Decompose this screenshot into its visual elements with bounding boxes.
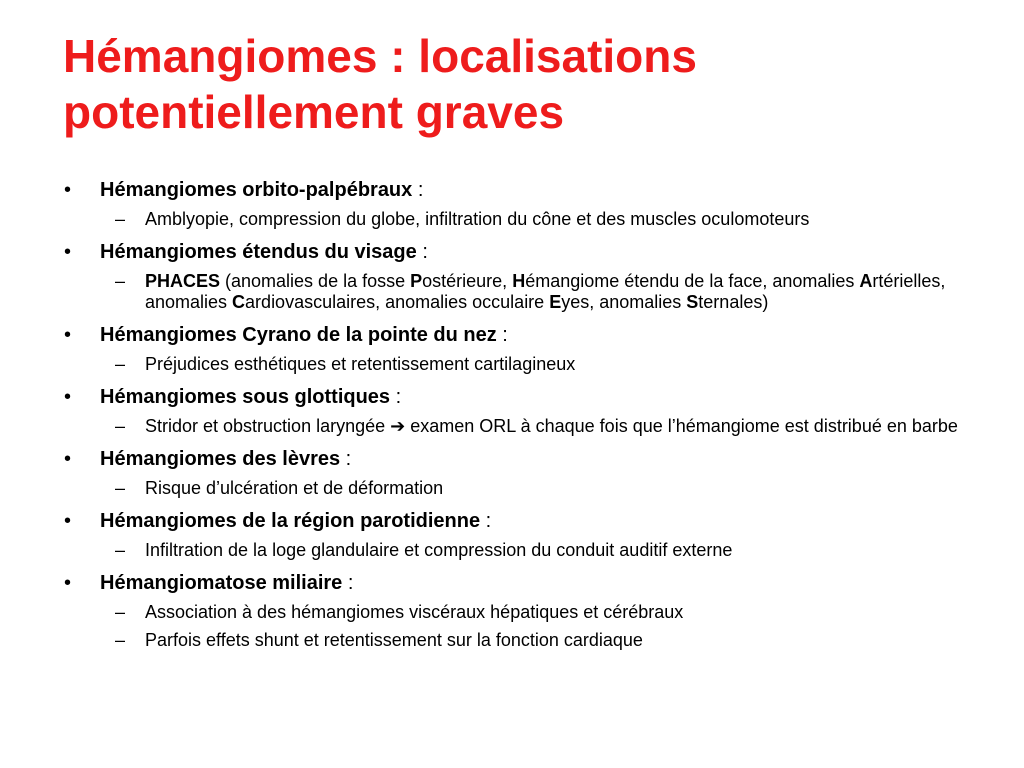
dash-mark: –	[115, 354, 126, 374]
phaces-letter-p: P	[410, 271, 423, 291]
dash-mark: –	[115, 602, 126, 622]
bullet-suffix: :	[412, 179, 424, 201]
bullet-mark: •	[64, 572, 72, 594]
sub-bullet-text: Préjudices esthétiques et retentissement cartilagineux	[145, 354, 576, 374]
bullet-suffix: :	[480, 510, 492, 532]
bullet-suffix: :	[342, 572, 354, 594]
sub-bullet-item-phaces	[115, 271, 965, 313]
sub-bullet-text: Stridor et obstruction laryngée	[145, 416, 391, 436]
dash-mark: –	[115, 271, 126, 291]
sub-bullet-item	[115, 209, 965, 230]
dash-mark: –	[115, 416, 126, 436]
phaces-letter-h: H	[512, 271, 526, 291]
slide-title	[63, 28, 983, 140]
bullet-suffix: :	[496, 324, 508, 346]
sub-bullet-text: examen ORL à chaque fois que l’hémangiome est distribué en barbe	[405, 416, 958, 436]
dash-mark: –	[115, 540, 126, 560]
bullet-item	[64, 323, 1024, 347]
bullet-suffix: :	[340, 448, 352, 470]
bullet-heading: Hémangiomatose miliaire	[100, 572, 343, 594]
sub-bullet-text: Infiltration de la loge glandulaire et compression du conduit auditif externe	[145, 540, 733, 560]
bullet-suffix: :	[390, 386, 402, 408]
bullet-heading: Hémangiomes sous glottiques	[100, 386, 391, 408]
right-arrow-icon: ➔	[390, 416, 406, 436]
sub-bullet-item	[115, 602, 965, 623]
sub-bullet-text: Association à des hémangiomes viscéraux hépatiques et cérébraux	[145, 602, 684, 622]
slide-title-line-1: Hémangiomes : localisations	[63, 30, 697, 82]
bullet-heading: Hémangiomes Cyrano de la pointe du nez	[100, 324, 497, 346]
bullet-mark: •	[64, 324, 72, 346]
bullet-item	[64, 178, 1024, 202]
bullet-heading: Hémangiomes des lèvres	[100, 448, 341, 470]
bullet-item	[64, 385, 1024, 409]
phaces-text: ostérieure,	[422, 271, 513, 291]
bullet-item	[64, 571, 1024, 595]
bullet-mark: •	[64, 448, 72, 470]
phaces-text: ternales)	[698, 292, 769, 312]
phaces-acronym: PHACES	[145, 271, 221, 291]
sub-bullet-item	[115, 630, 965, 651]
phaces-text: ardiovasculaires, anomalies occulaire	[245, 292, 550, 312]
bullet-mark: •	[64, 179, 72, 201]
bullet-suffix: :	[416, 241, 428, 263]
phaces-letter-a: A	[859, 271, 873, 291]
bullet-mark: •	[64, 386, 72, 408]
bullet-heading: Hémangiomes de la région parotidienne	[100, 510, 481, 532]
bullet-list	[0, 178, 1024, 651]
dash-mark: –	[115, 209, 126, 229]
phaces-letter-e: E	[549, 292, 562, 312]
sub-bullet-text: Risque d’ulcération et de déformation	[145, 478, 444, 498]
phaces-text: (anomalies de la fosse	[220, 271, 411, 291]
bullet-item	[64, 447, 1024, 471]
sub-bullet-text: Amblyopie, compression du globe, infiltration du cône et des muscles oculomoteurs	[145, 209, 810, 229]
sub-bullet-item	[115, 540, 965, 561]
bullet-item	[64, 509, 1024, 533]
bullet-mark: •	[64, 241, 72, 263]
sub-bullet-text: Parfois effets shunt et retentissement sur la fonction cardiaque	[145, 630, 643, 650]
sub-bullet-item	[115, 354, 965, 375]
phaces-letter-s: S	[686, 292, 699, 312]
sub-bullet-item	[115, 478, 965, 499]
slide-title-line-2: potentiellement graves	[63, 86, 565, 138]
phaces-text: rtérielles, anomalies	[145, 271, 946, 312]
bullet-heading: Hémangiomes étendus du visage	[100, 241, 417, 263]
phaces-text: émangiome étendu de la face, anomalies	[525, 271, 860, 291]
dash-mark: –	[115, 630, 126, 650]
dash-mark: –	[115, 478, 126, 498]
sub-bullet-item-stridor	[115, 416, 965, 437]
bullet-mark: •	[64, 510, 72, 532]
bullet-heading: Hémangiomes orbito-palpébraux	[100, 179, 413, 201]
phaces-text: yes, anomalies	[561, 292, 687, 312]
phaces-letter-c: C	[232, 292, 246, 312]
bullet-item	[64, 240, 1024, 264]
